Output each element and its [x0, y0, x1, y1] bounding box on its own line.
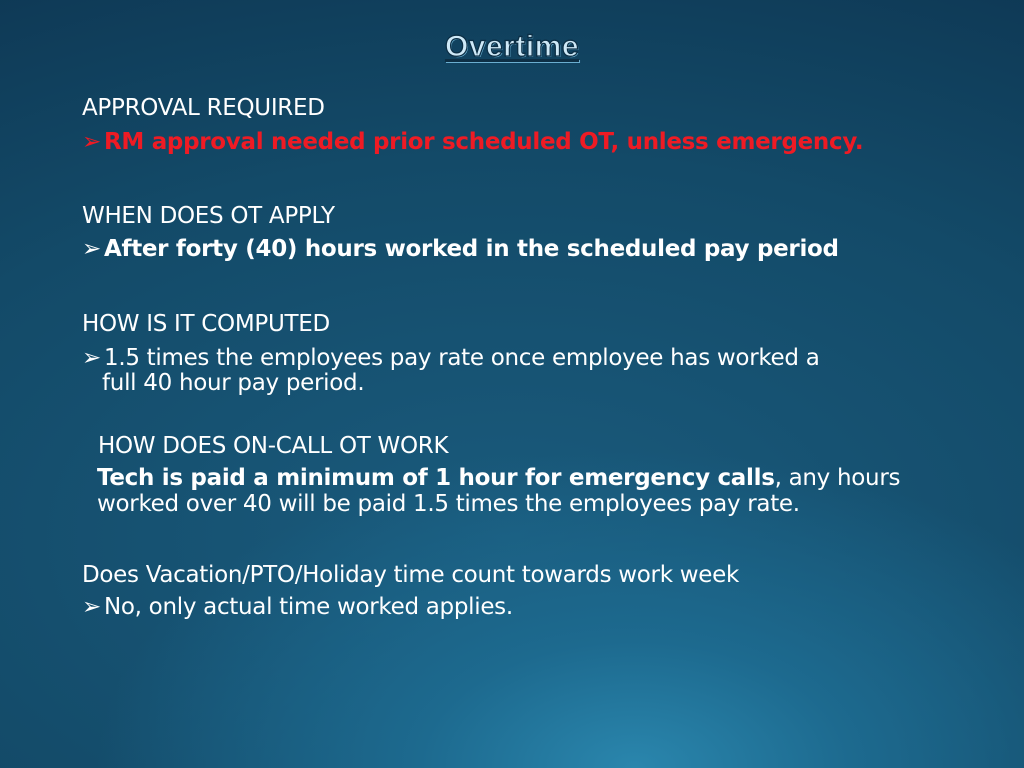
when-bullet [82, 236, 839, 262]
approval-bullet-text: RM approval needed prior scheduled OT, unless emergency. [103, 129, 864, 155]
how-bullet [82, 345, 820, 371]
bullet-arrow-icon: ➢ [82, 236, 101, 262]
when-heading: WHEN DOES OT APPLY [82, 203, 335, 229]
approval-bullet [82, 129, 863, 155]
bullet-arrow-icon: ➢ [82, 345, 101, 371]
how-bullet-continuation: full 40 hour pay period. [102, 370, 365, 396]
approval-heading: APPROVAL REQUIRED [82, 95, 325, 121]
oncall-text-continuation: worked over 40 will be paid 1.5 times the employees pay rate. [97, 491, 800, 517]
how-bullet-text: 1.5 times the employees pay rate once employee has worked a [103, 345, 820, 371]
oncall-text-bold: Tech is paid a minimum of 1 hour for emergency calls [97, 465, 775, 491]
oncall-text [97, 465, 900, 491]
when-bullet-text: After forty (40) hours worked in the scheduled pay period [103, 236, 839, 262]
bullet-arrow-icon: ➢ [82, 594, 101, 620]
vacation-bullet-text: No, only actual time worked applies. [103, 594, 513, 620]
bullet-arrow-icon: ➢ [82, 129, 101, 155]
slide-title: Overtime [444, 30, 580, 63]
oncall-heading: HOW DOES ON-CALL OT WORK [98, 433, 449, 459]
how-heading: HOW IS IT COMPUTED [82, 311, 330, 337]
oncall-text-rest: , any hours [774, 465, 901, 491]
vacation-bullet [82, 594, 513, 620]
vacation-heading: Does Vacation/PTO/Holiday time count towards work week [82, 562, 739, 588]
